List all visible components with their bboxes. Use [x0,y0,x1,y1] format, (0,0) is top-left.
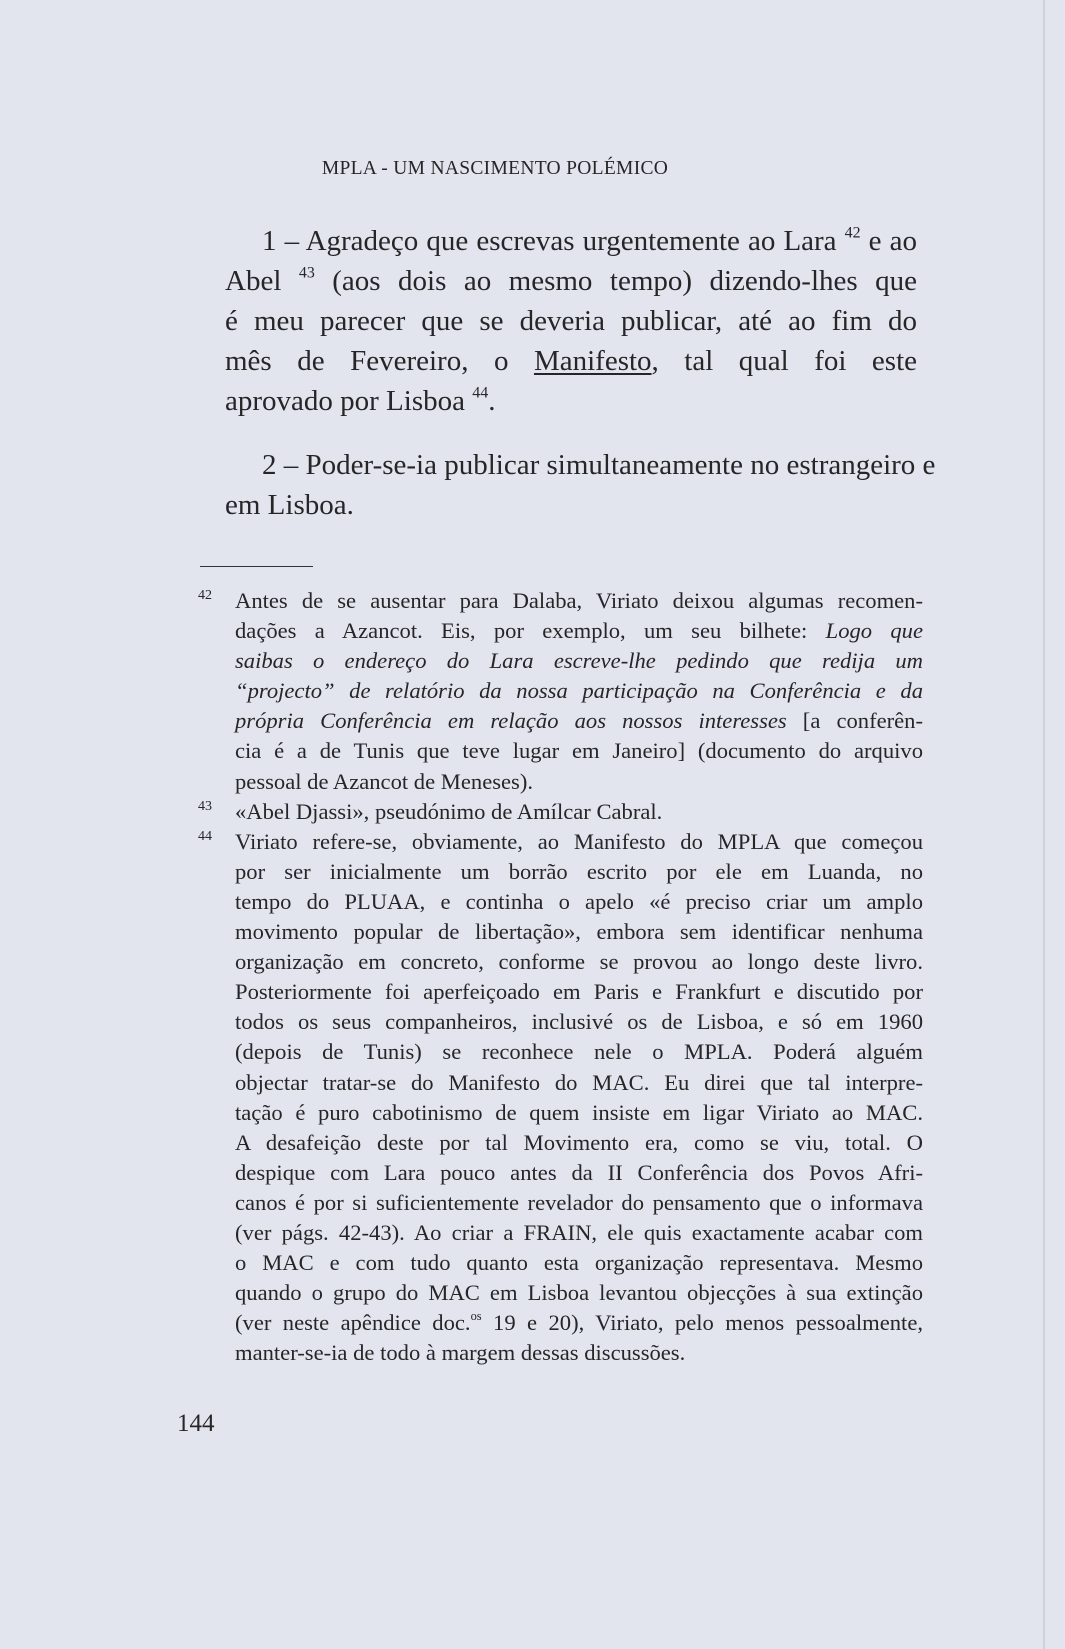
text-run: (ver págs. 42-43). Ao criar a FRAIN, ele quis exactamente acabar com [235,1219,923,1245]
footnote-ref: os [470,1309,482,1324]
text-line [225,445,936,485]
text-run: própria Conferência em relação aos nossos interesses [235,708,787,734]
running-header: MPLA - UM NASCIMENTO POLÉMICO [321,158,669,179]
text-run: Posteriormente foi aperfeiçoado em Paris e Frankfurt e discutido por [235,979,923,1005]
text-run: [a conferên- [786,708,923,734]
text-line [198,917,923,947]
text-line [225,261,917,301]
text-line [198,797,923,827]
text-run: cia é a de Tunis que teve lugar em Janeiro] (documento do arquivo [235,738,923,764]
text-run: (depois de Tunis) se reconhece nele o MPLA. Poderá alguém [235,1039,923,1065]
text-run: tempo do PLUAA, e continha o apelo «é preciso criar um amplo [235,888,923,914]
text-run: «Abel Djassi», pseudónimo de Amílcar Cabral. [235,798,663,824]
text-run: o MAC e com tudo quanto esta organização representava. Mesmo [235,1250,923,1276]
text-run: (ver neste apêndice doc. [235,1310,471,1336]
page-edge [1043,0,1045,1649]
text-line [198,676,923,706]
page-number: 144 [177,1410,215,1437]
text-run: movimento popular de libertação», embora sem identificar nenhuma [235,919,923,945]
text-run: é meu parecer que se deveria publicar, até ao fim do [225,305,917,337]
text-line [225,381,917,421]
text-run: . [488,385,496,417]
text-line [198,1037,923,1067]
text-run: despique com Lara pouco antes da II Conferência dos Povos Afri- [235,1159,923,1185]
paragraph [225,221,917,421]
footnote-number: 42 [198,588,212,603]
text-line [198,736,923,766]
text-line [225,221,917,261]
text-run: em Lisboa. [225,489,354,521]
text-run: 1 – Agradeço que escrevas urgentemente ao Lara [262,225,845,257]
footnotes [198,586,923,1368]
text-line [198,1128,923,1158]
footnote-ref: 42 [844,224,861,242]
text-line [198,857,923,887]
text-run: , tal qual foi este [651,345,918,377]
text-line [198,1098,923,1128]
footnote-separator [200,566,313,567]
text-run: mês de Fevereiro, o [225,345,534,377]
text-run: objectar tratar-se do Manifesto do MAC. Eu direi que tal interpre- [235,1069,923,1095]
text-line [198,646,923,676]
text-line [198,977,923,1007]
text-run: 2 – Poder-se-ia publicar simultaneamente no estrangeiro e [262,449,936,481]
text-run: “projecto” de relatório da nossa participação na Conferência e da [235,678,923,704]
text-run: 19 e 20), Viriato, pelo menos pessoalmente, [481,1310,924,1336]
text-run: A desafeição deste por tal Movimento era, como se viu, total. O [235,1129,923,1155]
footnote [198,797,923,827]
footnote [198,586,923,797]
text-run: Viriato refere-se, obviamente, ao Manifesto do MPLA que começou [235,828,923,854]
text-line [198,1068,923,1098]
text-line [198,1308,923,1338]
footnote [198,827,923,1369]
text-line [225,485,917,525]
text-run: todos os seus companheiros, inclusivé os de Lisboa, e só em 1960 [235,1009,923,1035]
text-line [198,1188,923,1218]
footnote-number: 44 [198,828,212,844]
text-run: organização em concreto, conforme se provou ao longo deste livro. [235,949,923,975]
text-run: aprovado por Lisboa [225,385,473,417]
text-line [198,767,923,797]
body-text [225,221,936,549]
text-run: (aos dois ao mesmo tempo) dizendo-lhes que [314,265,917,297]
text-line [198,586,923,616]
text-line [225,301,917,341]
text-run: Abel [225,265,299,297]
text-run: quando o grupo do MAC em Lisboa levantou objecções à sua extinção [235,1280,923,1306]
text-run: dações a Azancot. Eis, por exemplo, um seu bilhete: [235,618,826,644]
text-run: manter-se-ia de todo à margem dessas discussões. [235,1340,686,1366]
text-line [198,1007,923,1037]
footnote-ref: 44 [472,384,489,402]
text-line [198,1218,923,1248]
text-run: canos é por si suficientemente revelador do pensamento que o informava [235,1189,923,1215]
text-line [198,1278,923,1308]
footnote-number: 43 [198,798,212,814]
text-line [198,827,923,857]
text-run: tação é puro cabotinismo de quem insiste em ligar Viriato ao MAC. [235,1099,923,1125]
text-run: por ser inicialmente um borrão escrito por ele em Luanda, no [235,858,923,884]
text-line [198,1158,923,1188]
text-run: pessoal de Azancot de Meneses). [235,768,534,794]
text-line [198,706,923,736]
text-run: Logo que [825,618,923,644]
text-line [225,341,917,381]
footnote-ref: 43 [298,264,315,282]
text-run: saibas o endereço do Lara escreve-lhe pedindo que redija um [235,648,923,674]
text-line [198,1338,923,1368]
text-run: e ao [860,225,918,257]
paragraph [225,445,936,525]
text-run: Antes de se ausentar para Dalaba, Viriato deixou algumas recomen- [235,588,923,613]
text-line [198,1248,923,1278]
text-line [198,887,923,917]
text-line [198,616,923,646]
text-run: Manifesto [533,345,652,377]
text-line [198,947,923,977]
